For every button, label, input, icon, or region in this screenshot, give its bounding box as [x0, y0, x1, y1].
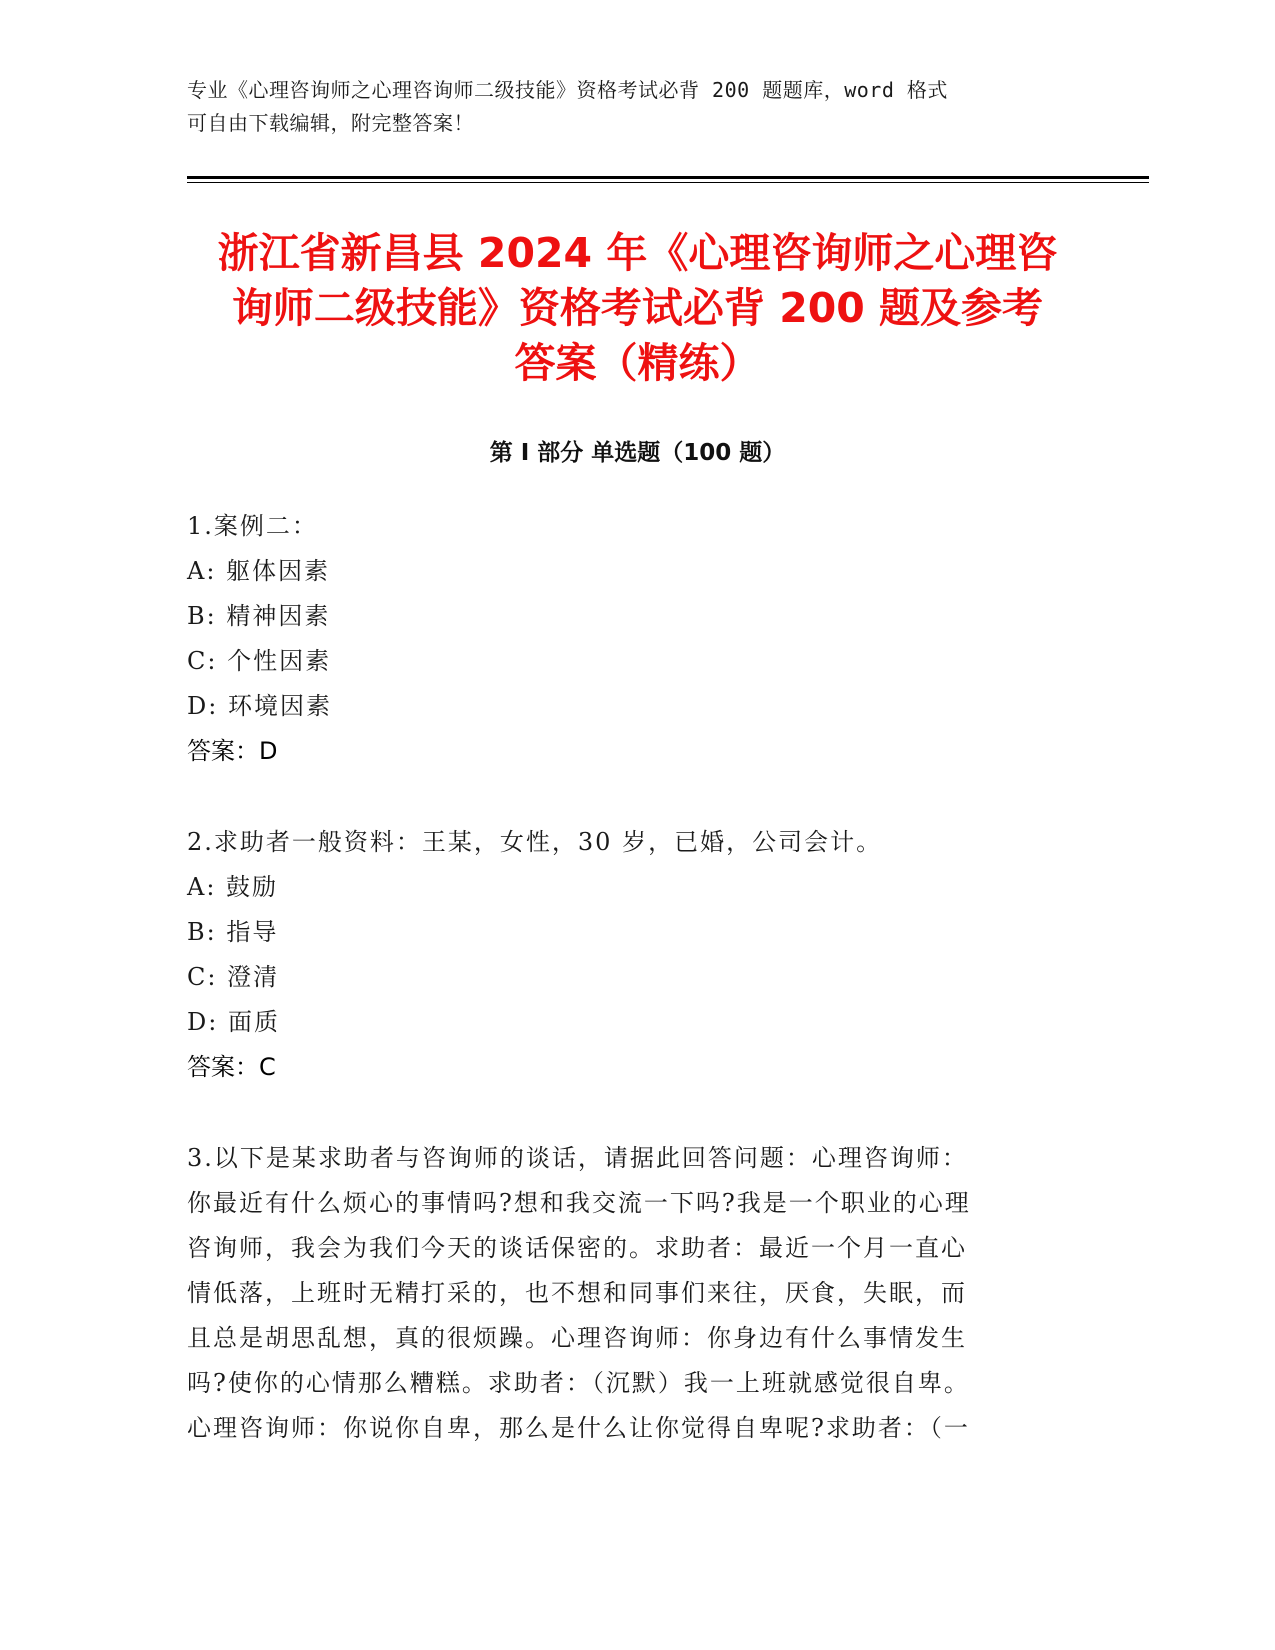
question-2	[187, 820, 1067, 1090]
question-3	[187, 1136, 1067, 1451]
question-stem-line: 咨询师，我会为我们今天的谈话保密的。求助者：最近一个月一直心	[187, 1234, 967, 1262]
header-note-line-1: 专业《心理咨询师之心理咨询师二级技能》资格考试必背 200 题题库，word 格式	[187, 78, 948, 102]
header-note	[187, 74, 1087, 140]
question-stem-line: 你最近有什么烦心的事情吗?想和我交流一下吗?我是一个职业的心理	[187, 1189, 971, 1217]
option-b: B: 精神因素	[187, 602, 331, 630]
question-stem: 2.求助者一般资料：王某，女性，30 岁，已婚，公司会计。	[187, 828, 883, 856]
question-stem-line: 且总是胡思乱想，真的很烦躁。心理咨询师：你身边有什么事情发生	[187, 1324, 967, 1352]
option-b: B: 指导	[187, 918, 279, 946]
option-c: C: 澄清	[187, 963, 280, 991]
header-note-line-2: 可自由下载编辑，附完整答案！	[187, 111, 474, 135]
answer-text: 答案：D	[187, 737, 278, 765]
option-a: A: 鼓励	[187, 873, 279, 901]
option-d: D: 环境因素	[187, 692, 332, 720]
option-d: D: 面质	[187, 1008, 280, 1036]
document-title-line-1: 浙江省新昌县 2024 年《心理咨询师之心理咨	[217, 229, 1058, 277]
section-title: 第 I 部分 单选题（100 题）	[489, 440, 786, 466]
option-a: A: 躯体因素	[187, 557, 331, 585]
question-stem-line: 情低落，上班时无精打采的，也不想和同事们来往，厌食，失眠，而	[187, 1279, 967, 1307]
header-divider-thin	[187, 182, 1149, 183]
option-c: C: 个性因素	[187, 647, 332, 675]
question-1	[187, 504, 1067, 774]
document-title	[170, 226, 1105, 391]
document-title-line-3: 答案（精练）	[514, 339, 761, 387]
answer-text: 答案：C	[187, 1053, 276, 1081]
question-stem-line: 吗?使你的心情那么糟糕。求助者：（沉默）我一上班就感觉很自卑。	[187, 1369, 970, 1397]
document-title-line-2: 询师二级技能》资格考试必背 200 题及参考	[231, 284, 1044, 332]
header-divider-thick	[187, 176, 1149, 179]
question-stem-line: 心理咨询师：你说你自卑，那么是什么让你觉得自卑呢?求助者：（一	[187, 1414, 970, 1442]
question-stem: 1.案例二：	[187, 512, 318, 540]
question-stem-line: 3.以下是某求助者与咨询师的谈话，请据此回答问题：心理咨询师：	[187, 1144, 968, 1172]
